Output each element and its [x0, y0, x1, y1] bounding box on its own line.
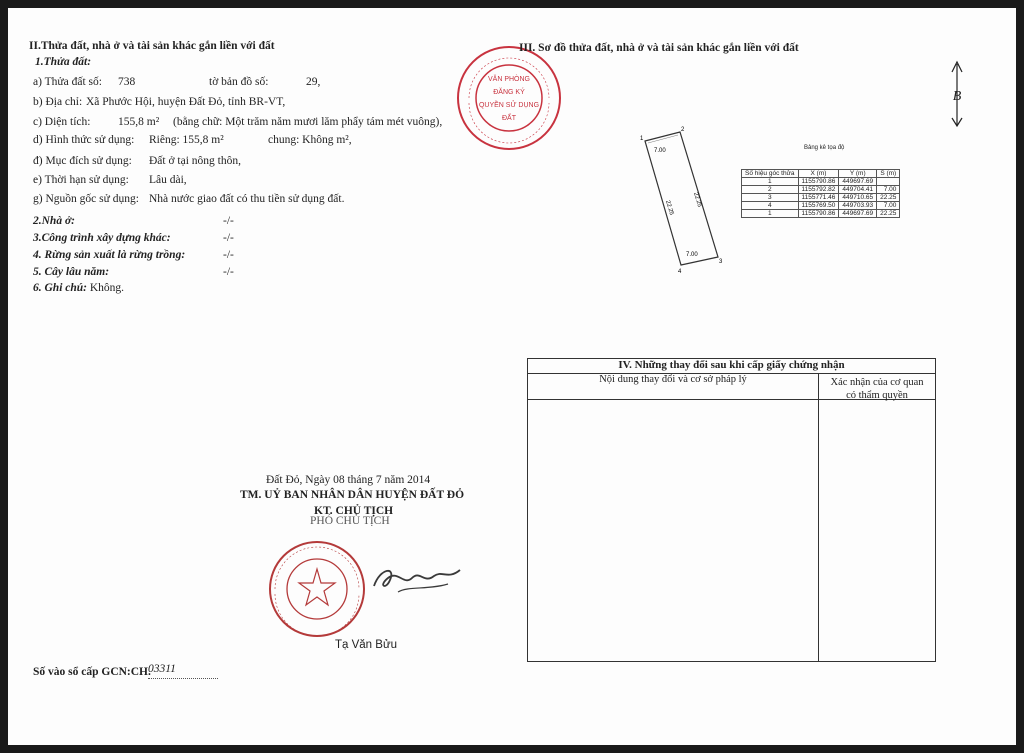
col-point: Số hiệu góc thửa [742, 170, 799, 178]
col-x: X (m) [798, 170, 839, 178]
col-s: S (m) [877, 170, 900, 178]
table-row: 4 1155769.50 449703.93 7.00 [742, 202, 900, 210]
plot-diagram [628, 123, 728, 275]
purpose-label: đ) Mục đích sử dụng: [33, 155, 132, 167]
edge-left-length: 22.25 [664, 199, 675, 216]
land-plot-heading: 1.Thửa đất: [35, 56, 92, 68]
house-heading: 2.Nhà ở: [33, 215, 75, 227]
table-row: 3 1155771.46 449710.65 22.25 [742, 194, 900, 202]
signer-name: Tạ Văn Bửu [335, 639, 398, 651]
changes-table [527, 358, 936, 662]
forest-value: -/- [223, 249, 234, 261]
term-label: e) Thời hạn sử dụng: [33, 174, 129, 186]
common-area: chung: Không m², [268, 134, 352, 146]
coord-table [741, 169, 900, 218]
svg-text:ĐĂNG KÝ: ĐĂNG KÝ [493, 89, 525, 96]
chairman-title: KT. CHỦ TỊCH [314, 505, 394, 517]
svg-text:QUYỀN SỬ DỤNG: QUYỀN SỬ DỤNG [478, 102, 540, 109]
section-ii-title: II.Thửa đất, nhà ở và tài sản khác gắn liền với đất [29, 40, 275, 52]
col-y: Y (m) [839, 170, 877, 178]
purpose-value: Đất ở tại nông thôn, [149, 155, 241, 167]
table-row: 1 1155790.86 449697.69 22.25 [742, 210, 900, 218]
north-arrow-icon [946, 60, 968, 130]
handwritten-signature-icon [368, 556, 468, 601]
perennial-value: -/- [223, 266, 234, 278]
changes-confirm-header: Xác nhận của cơ quan có thẩm quyền [830, 377, 924, 401]
svg-text:VĂN PHÒNG: VĂN PHÒNG [487, 76, 531, 83]
edge-top-length: 7.00 [654, 148, 666, 154]
construction-value: -/- [223, 232, 234, 244]
changes-content-header: Nội dung thay đổi và cơ sở pháp lý [528, 374, 819, 399]
origin-label: g) Nguồn gốc sử dụng: [33, 193, 139, 205]
edge-bottom-length: 7.00 [686, 252, 698, 258]
table-row: 1 1155790.86 449697.69 [742, 178, 900, 186]
sign-date: Đất Đỏ, Ngày 08 tháng 7 năm 2014 [266, 474, 431, 486]
section-iv-title: IV. Những thay đổi sau khi cấp giấy chứng nhận [528, 359, 935, 374]
construction-heading: 3.Công trình xây dựng khác: [33, 232, 171, 244]
vertex-1: 1 [640, 136, 644, 142]
office-stamp-icon [454, 43, 564, 153]
origin-value: Nhà nước giao đất có thu tiền sử dụng đất. [149, 193, 345, 205]
registry-dotted-line [148, 678, 218, 679]
map-sheet-value: 29, [306, 76, 321, 88]
official-seal-icon [267, 539, 367, 639]
map-sheet-label: tờ bản đồ số: [209, 76, 269, 88]
use-form-label: d) Hình thức sử dụng: [33, 134, 135, 146]
vice-chairman-title: PHÓ CHỦ TỊCH [310, 515, 390, 527]
area-in-words: (bằng chữ: Một trăm năm mươi lăm phẩy tám mét vuông), [173, 116, 443, 128]
vertex-4: 4 [678, 269, 682, 275]
address-value: Xã Phước Hội, huyện Đất Đỏ, tỉnh BR-VT, [86, 96, 286, 108]
registry-number: 03311 [148, 663, 176, 675]
svg-text:B: B [952, 89, 962, 104]
svg-text:ĐẤT: ĐẤT [502, 115, 516, 122]
area-value: 155,8 m² [118, 116, 160, 128]
term-value: Lâu dài, [149, 174, 187, 186]
forest-heading: 4. Rừng sản xuất là rừng trồng: [33, 249, 186, 261]
issuing-authority: TM. UỶ BAN NHÂN DÂN HUYỆN ĐẤT ĐỎ [240, 489, 465, 501]
vertex-3: 3 [719, 259, 723, 265]
house-value: -/- [223, 215, 234, 227]
registry-label: Số vào sổ cấp GCN:CH. [33, 666, 151, 678]
notes: 6. Ghi chú: Không. [33, 282, 125, 294]
area-label: c) Diện tích: [33, 116, 91, 128]
plot-number-label: a) Thửa đất số: [33, 76, 102, 88]
vertex-2: 2 [681, 127, 685, 133]
perennial-heading: 5. Cây lâu năm: [33, 266, 110, 278]
section-iii-title: III. Sơ đồ thửa đất, nhà ở và tài sản khác gắn liền với đất [519, 42, 799, 54]
plot-number-value: 738 [118, 76, 136, 88]
address-label: b) Địa chỉ: [33, 96, 83, 108]
coord-table-title: Bảng kê tọa độ [804, 145, 845, 151]
edge-right-length: 22.25 [692, 191, 703, 208]
table-row: 2 1155792.82 449704.41 7.00 [742, 186, 900, 194]
private-area: Riêng: 155,8 m² [149, 134, 224, 146]
certificate-page [8, 8, 1016, 745]
